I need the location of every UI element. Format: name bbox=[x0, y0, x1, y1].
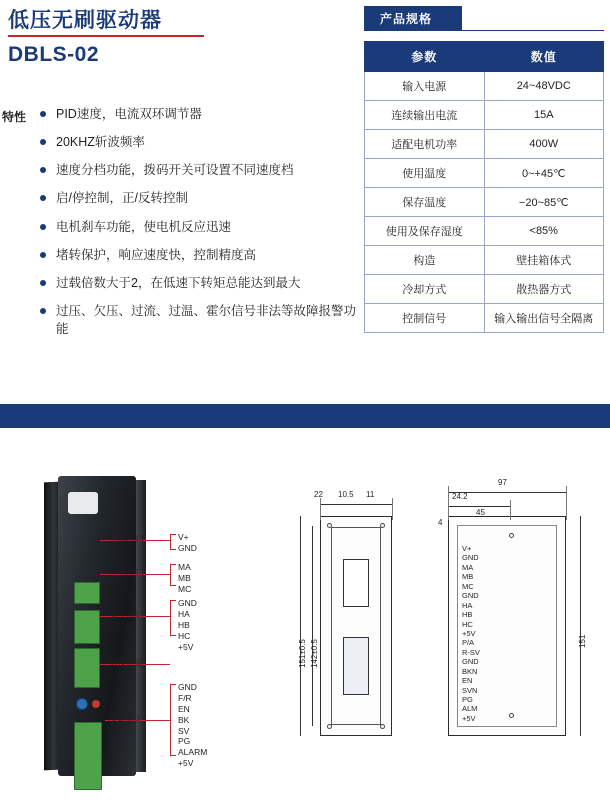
dim-22: 22 bbox=[314, 490, 323, 499]
cell-param: 连续输出电流 bbox=[365, 101, 485, 130]
photo-motor-connector bbox=[74, 610, 100, 644]
pin-label: GND bbox=[462, 553, 479, 563]
pinlist-motor bbox=[178, 562, 191, 595]
feature-item: 电机刹车功能，使电机反应迅速 bbox=[40, 218, 362, 236]
pin-label: EN bbox=[462, 676, 473, 686]
screw-hole-icon bbox=[509, 533, 514, 538]
spec-section-title: 产品规格 bbox=[370, 6, 462, 31]
cell-value: 15A bbox=[484, 101, 604, 130]
title-underline bbox=[8, 35, 204, 37]
pin-label: MC bbox=[178, 583, 192, 594]
spec-section-header bbox=[364, 6, 604, 31]
cell-value: 0~+45℃ bbox=[484, 159, 604, 188]
pin-label: MB bbox=[462, 572, 474, 582]
dim-11: 11 bbox=[366, 490, 375, 499]
bracket-io bbox=[170, 684, 176, 756]
photo-indicator-led bbox=[92, 700, 100, 708]
pin-label: GND bbox=[178, 682, 197, 692]
drawing-front-view bbox=[320, 516, 392, 736]
pin-label: +5V bbox=[178, 758, 194, 769]
pin-label: BKN bbox=[462, 666, 478, 676]
cell-param: 控制信号 bbox=[365, 304, 485, 333]
pin-label: BK bbox=[178, 714, 190, 725]
pin-label: HA bbox=[462, 600, 473, 610]
pin-label: P/A bbox=[462, 638, 475, 648]
table-row bbox=[365, 188, 604, 217]
pin-label: +5V bbox=[178, 641, 194, 652]
cell-value: 壁挂箱体式 bbox=[484, 246, 604, 275]
extension-line bbox=[510, 500, 511, 520]
dim-4: 4 bbox=[438, 518, 443, 527]
pin-label: V+ bbox=[178, 532, 189, 542]
photo-product-label bbox=[68, 492, 98, 514]
table-header-row bbox=[365, 42, 604, 72]
table-row bbox=[365, 72, 604, 101]
features-list bbox=[40, 105, 362, 348]
screw-hole-icon bbox=[327, 523, 332, 528]
bracket-hall bbox=[170, 600, 176, 636]
pin-label: ALARM bbox=[178, 747, 208, 758]
extension-line bbox=[448, 486, 449, 520]
dim-142-tol: 142±0.5 bbox=[310, 639, 319, 668]
pin-label: ALM bbox=[462, 704, 478, 714]
cell-value: <85% bbox=[484, 217, 604, 246]
table-row bbox=[365, 246, 604, 275]
product-photo bbox=[40, 476, 170, 776]
cell-value: −20~85℃ bbox=[484, 188, 604, 217]
drawing-pin-labels bbox=[462, 544, 480, 723]
pin-label: HC bbox=[178, 630, 191, 641]
dim-line-side-height bbox=[580, 516, 581, 736]
feature-item: 速度分档功能，拨码开关可设置不同速度档 bbox=[40, 161, 362, 179]
pin-label: HC bbox=[462, 619, 473, 629]
model-title: DBLS-02 bbox=[8, 43, 100, 67]
title-block bbox=[8, 8, 308, 67]
photo-power-connector bbox=[74, 582, 100, 604]
pin-label: PG bbox=[462, 695, 473, 704]
cell-value: 输入输出信号全隔离 bbox=[484, 304, 604, 333]
cell-param: 适配电机功率 bbox=[365, 130, 485, 159]
extension-line bbox=[392, 498, 393, 520]
spec-table bbox=[364, 41, 604, 333]
photo-speed-gain-pot bbox=[76, 698, 88, 710]
feature-item: 堵转保护，响应速度快，控制精度高 bbox=[40, 246, 362, 264]
photo-io-connector bbox=[74, 722, 102, 790]
extension-line bbox=[566, 486, 567, 520]
pin-label: F/R bbox=[178, 692, 192, 703]
pinlist-io bbox=[178, 682, 207, 769]
pin-label: SVN bbox=[462, 685, 478, 695]
bracket-power bbox=[170, 534, 176, 550]
dim-151-tol: 151±0.5 bbox=[298, 639, 307, 668]
feature-item: 20KHZ斩波频率 bbox=[40, 133, 362, 151]
feature-item: 过压、欠压、过流、过温、霍尔信号非法等故障报警功能 bbox=[40, 302, 362, 338]
table-row bbox=[365, 101, 604, 130]
label-speed-gain: 速度增益 bbox=[110, 657, 145, 667]
pinlist-hall bbox=[178, 598, 197, 652]
features-block bbox=[2, 105, 362, 348]
bottom-section bbox=[0, 428, 610, 804]
dim-10-5: 10.5 bbox=[338, 490, 354, 499]
cell-param: 使用温度 bbox=[365, 159, 485, 188]
cell-param: 冷却方式 bbox=[365, 275, 485, 304]
bracket-motor bbox=[170, 564, 176, 586]
spec-section bbox=[364, 6, 604, 333]
dim-24-2: 24.2 bbox=[452, 492, 468, 501]
front-view-inner-outline bbox=[331, 527, 381, 725]
cell-param: 保存温度 bbox=[365, 188, 485, 217]
screw-hole-icon bbox=[327, 724, 332, 729]
table-row bbox=[365, 159, 604, 188]
col-value: 数值 bbox=[484, 42, 604, 72]
feature-item: 过载倍数大于2，在低速下转矩总能达到最大 bbox=[40, 274, 362, 292]
pin-label: EN bbox=[178, 703, 190, 714]
pinlist-power bbox=[178, 532, 197, 554]
cell-value: 散热器方式 bbox=[484, 275, 604, 304]
pin-label: PG bbox=[178, 736, 191, 747]
photo-hall-connector bbox=[74, 648, 100, 688]
screw-hole-icon bbox=[380, 523, 385, 528]
label-motor-port: 电机端口 bbox=[110, 567, 145, 577]
photo-heatsink bbox=[136, 480, 146, 772]
label-power-port: 电源端口 bbox=[110, 533, 145, 543]
pin-label: HA bbox=[178, 608, 190, 619]
col-param: 参数 bbox=[365, 42, 485, 72]
table-row bbox=[365, 217, 604, 246]
features-label: 特性 bbox=[2, 110, 27, 124]
pin-label: GND bbox=[462, 657, 479, 667]
dim-line-front-width bbox=[320, 504, 392, 505]
dim-line-side-45 bbox=[448, 506, 510, 507]
pin-label: GND bbox=[178, 542, 197, 553]
pin-label: MA bbox=[462, 562, 474, 572]
screw-hole-icon bbox=[509, 713, 514, 718]
feature-item: PID速度，电流双环调节器 bbox=[40, 105, 362, 123]
cell-param: 输入电源 bbox=[365, 72, 485, 101]
front-view-connector-bottom bbox=[343, 637, 369, 695]
dim-151: 151 bbox=[578, 634, 587, 648]
dim-97: 97 bbox=[498, 478, 507, 487]
label-hall-port: 霍尔端口 bbox=[110, 609, 145, 619]
pin-label: R-SV bbox=[462, 647, 480, 657]
feature-item: 启/停控制，正/反转控制 bbox=[40, 189, 362, 207]
pin-label: MB bbox=[178, 572, 191, 583]
dim-line-height-total bbox=[300, 516, 301, 736]
table-row bbox=[365, 304, 604, 333]
table-row bbox=[365, 275, 604, 304]
cell-param: 构造 bbox=[365, 246, 485, 275]
pin-label: V+ bbox=[462, 544, 472, 553]
pin-label: MA bbox=[178, 562, 191, 572]
pin-label: HB bbox=[462, 610, 473, 620]
top-section bbox=[0, 0, 610, 400]
cell-value: 400W bbox=[484, 130, 604, 159]
label-io-port: I/O端口 bbox=[112, 713, 141, 723]
pin-label: HB bbox=[178, 619, 190, 630]
spec-header-rule bbox=[462, 30, 604, 31]
technical-drawings bbox=[280, 468, 600, 788]
table-row bbox=[365, 130, 604, 159]
dim-line-height-inner bbox=[312, 526, 313, 726]
front-view-connector-top bbox=[343, 559, 369, 607]
extension-line bbox=[320, 498, 321, 520]
pin-label: GND bbox=[178, 598, 197, 608]
cell-param: 使用及保存湿度 bbox=[365, 217, 485, 246]
page-title: 低压无刷驱动器 bbox=[8, 9, 162, 32]
pin-label: SV bbox=[178, 725, 190, 736]
screw-hole-icon bbox=[380, 724, 385, 729]
cell-value: 24~48VDC bbox=[484, 72, 604, 101]
section-divider bbox=[0, 404, 610, 428]
pin-label: +5V bbox=[462, 713, 476, 723]
pin-label: GND bbox=[462, 591, 479, 601]
pin-label: +5V bbox=[462, 628, 476, 638]
dim-45: 45 bbox=[476, 508, 485, 517]
pin-label: MC bbox=[462, 581, 474, 591]
